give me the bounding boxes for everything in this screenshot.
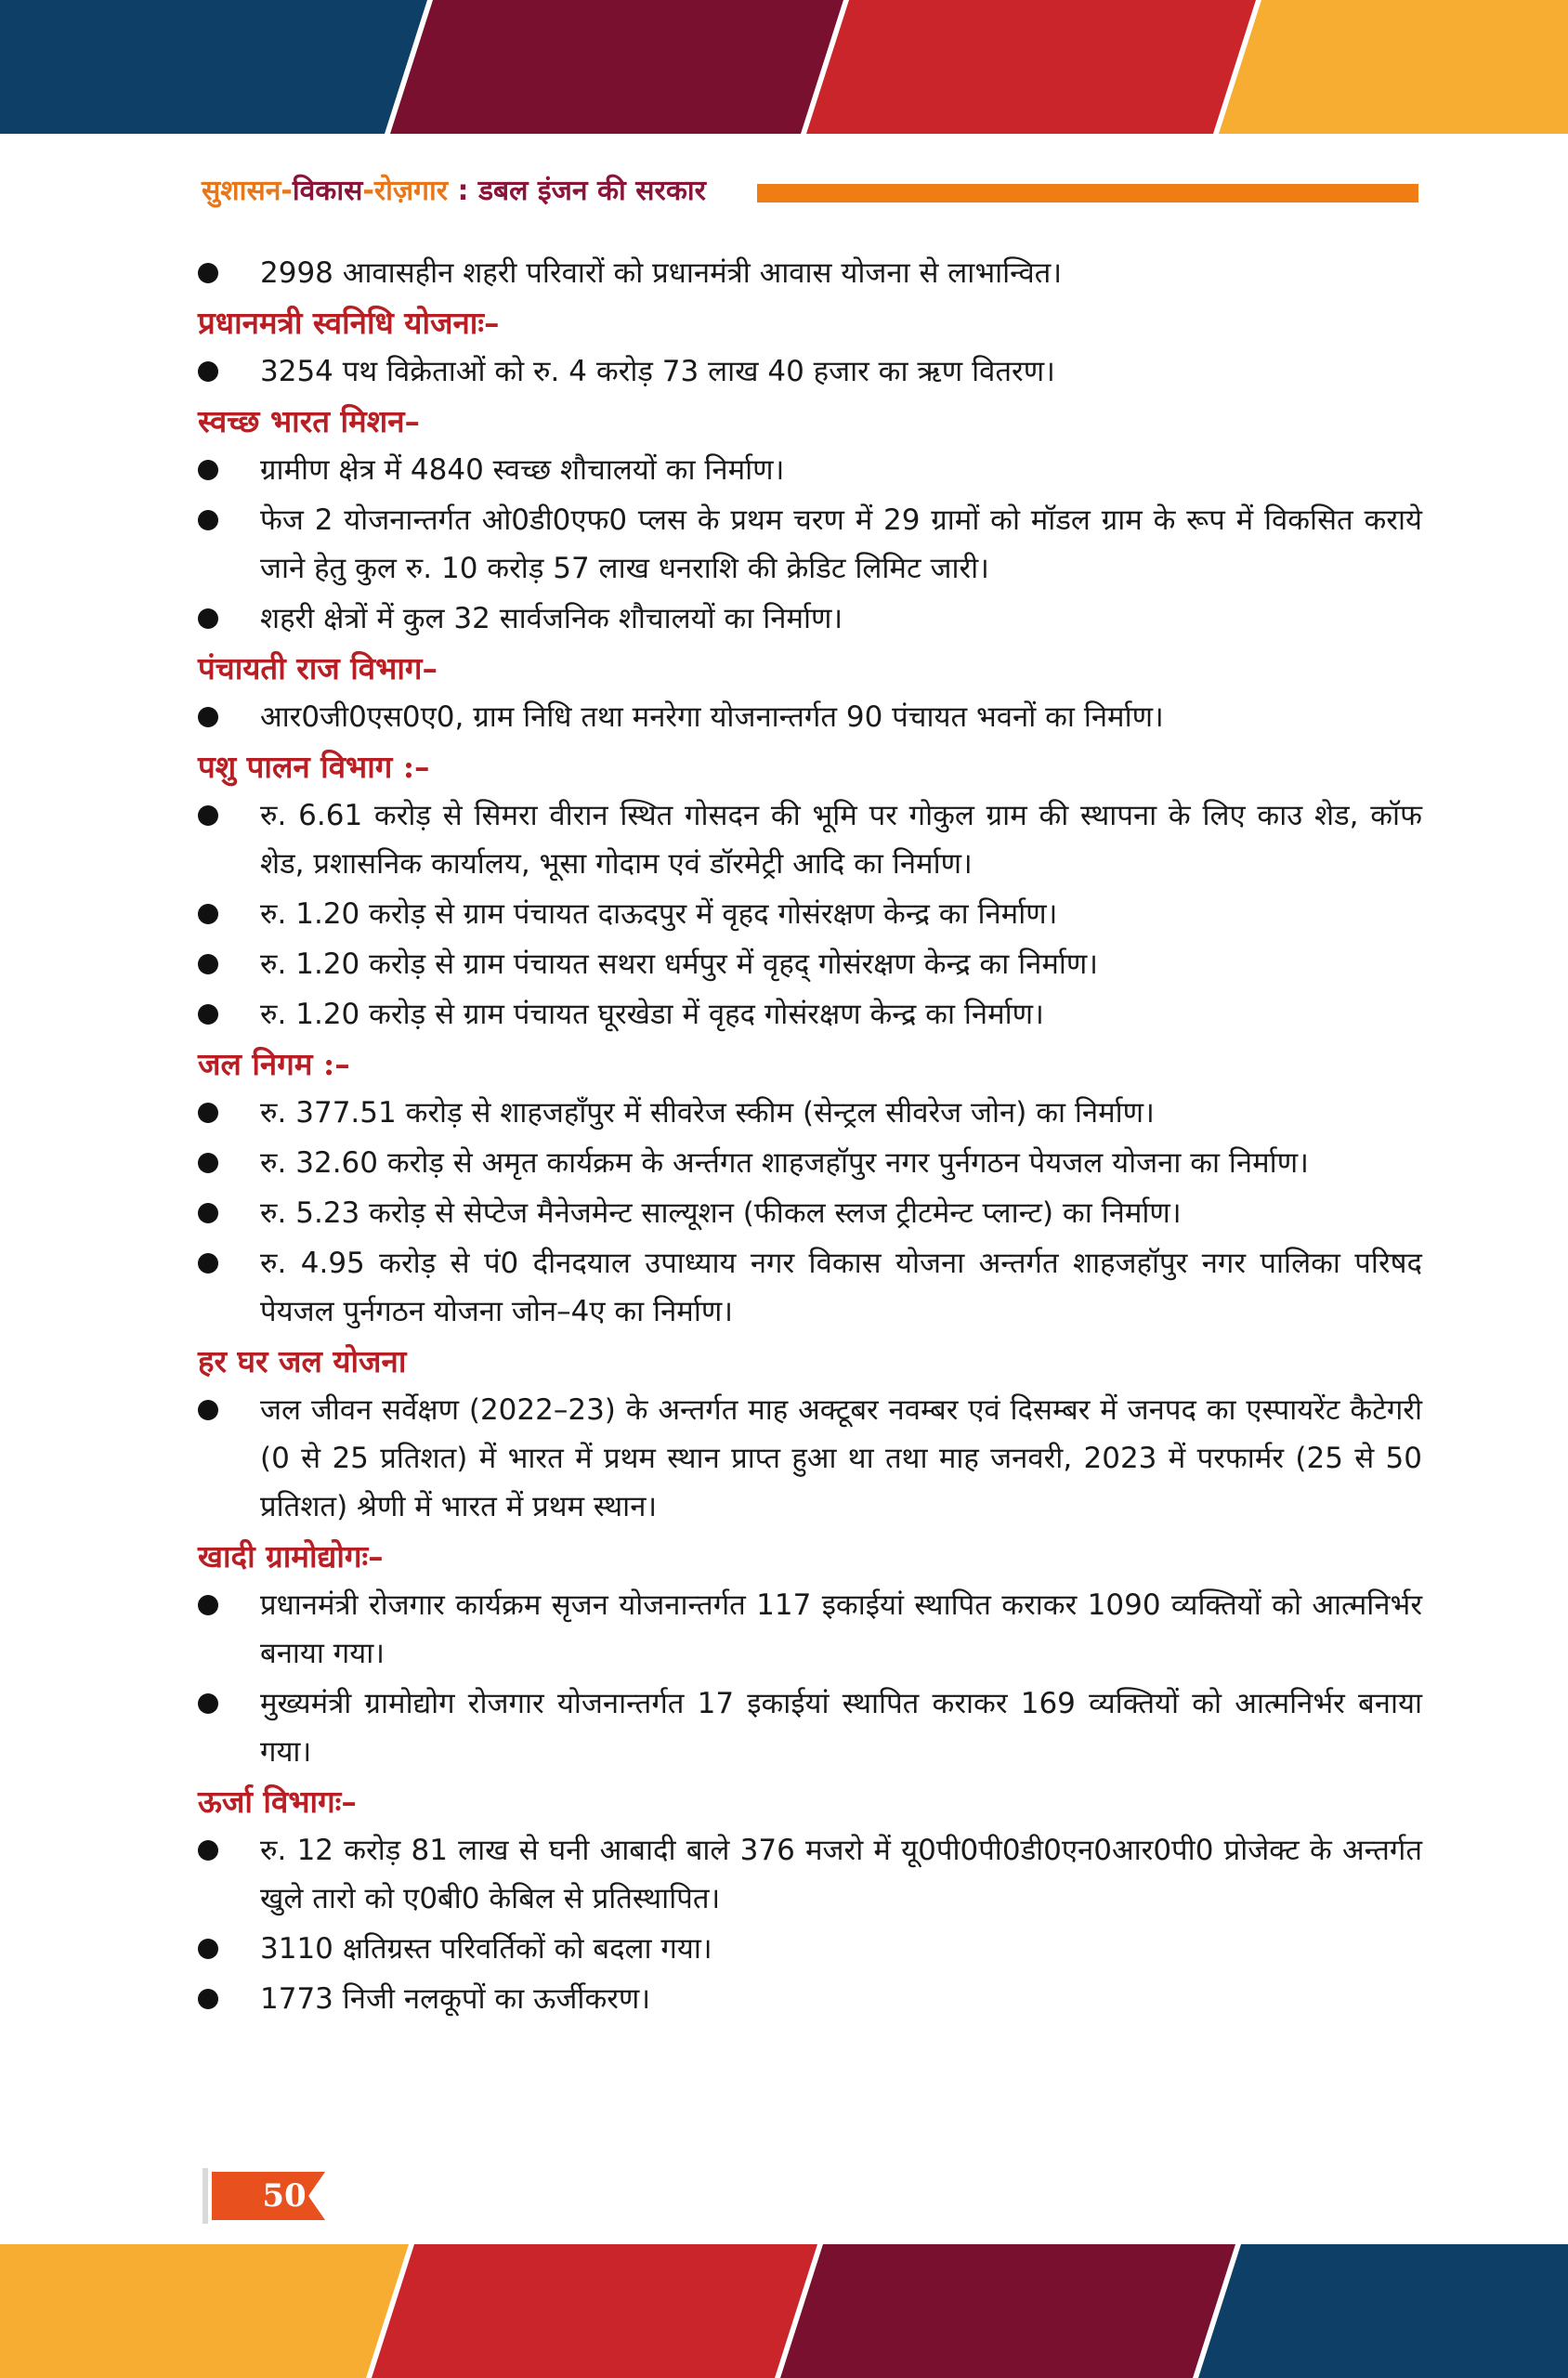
bullet-item: फेज 2 योजनान्तर्गत ओ0डी0एफ0 प्लस के प्रथम चरण में 29 ग्रामों को मॉडल ग्राम के रूप में विकसित कराये जाने हेतु कुल रु. 10 करोड़ 57 लाख धनराशि की क्रेडिट लिमिट जारी। bbox=[198, 496, 1422, 593]
bullet-item: रु. 1.20 करोड़ से ग्राम पंचायत सथरा धर्मपुर में वृहद् गोसंरक्षण केन्द्र का निर्माण। bbox=[198, 940, 1422, 988]
section bbox=[198, 249, 1422, 297]
header-title-part: : डबल इंजन की सरकार bbox=[448, 175, 706, 207]
bullet-item: रु. 377.51 करोड़ से शाहजहाँपुर में सीवरेज स्कीम (सेन्ट्रल सीवरेज जोन) का निर्माण। bbox=[198, 1089, 1422, 1137]
bullet-list bbox=[198, 693, 1422, 741]
bullet-item: 2998 आवासहीन शहरी परिवारों को प्रधानमंत्री आवास योजना से लाभान्वित। bbox=[198, 249, 1422, 297]
section bbox=[198, 301, 1422, 396]
page-content bbox=[198, 249, 1422, 2025]
section-heading: जल निगम :– bbox=[198, 1046, 350, 1082]
section-heading: खादी ग्रामोद्योगः– bbox=[198, 1538, 384, 1574]
bottom-decorative-band bbox=[0, 2244, 1568, 2378]
header-title-part: विकास bbox=[292, 175, 363, 207]
section bbox=[198, 647, 1422, 741]
section-heading: पंचायती राज विभाग– bbox=[198, 650, 438, 686]
bullet-item: रु. 12 करोड़ 81 लाख से घनी आबादी बाले 376 मजरो में यू0पी0पी0डी0एन0आर0पी0 प्रोजेक्ट के अन्तर्गत खुले तारो को ए0बी0 केबिल से प्रतिस्थापित। bbox=[198, 1826, 1422, 1923]
bullet-list bbox=[198, 249, 1422, 297]
bullet-item: जल जीवन सर्वेक्षण (2022–23) के अन्तर्गत माह अक्टूबर नवम्बर एवं दिसम्बर में जनपद का एस्पायरेंट कैटेगरी (0 से 25 प्रतिशत) में भारत में प्रथम स्थान प्राप्त हुआ था तथा माह जनवरी, 2023 में परफार्मर (25 से 50 प्रतिशत) श्रेणी में भारत में प्रथम स्थान। bbox=[198, 1386, 1422, 1531]
header-orange-bar bbox=[757, 184, 1418, 203]
page-number: 50 bbox=[262, 2177, 307, 2215]
bullet-item: शहरी क्षेत्रों में कुल 32 सार्वजनिक शौचालयों का निर्माण। bbox=[198, 594, 1422, 643]
bullet-item: रु. 6.61 करोड़ से सिमरा वीरान स्थित गोसदन की भूमि पर गोकुल ग्राम की स्थापना के लिए काउ शेड, कॉफ शेड, प्रशासनिक कार्यालय, भूसा गोदाम एवं डॉरमेट्री आदि का निर्माण। bbox=[198, 791, 1422, 888]
bullet-item: आर0जी0एस0ए0, ग्राम निधि तथा मनरेगा योजनान्तर्गत 90 पंचायत भवनों का निर्माण। bbox=[198, 693, 1422, 741]
running-header bbox=[202, 173, 1418, 210]
top-decorative-band bbox=[0, 0, 1568, 134]
section-heading: स्वच्छ भारत मिशन– bbox=[198, 403, 421, 439]
bullet-item: रु. 4.95 करोड़ से पं0 दीनदयाल उपाध्याय नगर विकास योजना अन्तर्गत शाहजहॉपुर नगर पालिका परिषद पेयजल पुर्नगठन योजना जोन–4ए का निर्माण। bbox=[198, 1239, 1422, 1336]
section bbox=[198, 745, 1422, 1039]
bullet-item: रु. 32.60 करोड़ से अमृत कार्यक्रम के अर्न्तगत शाहजहॉपुर नगर पुर्नगठन पेयजल योजना का निर्माण। bbox=[198, 1139, 1422, 1187]
bullet-item: 3110 क्षतिग्रस्त परिवर्तिकों को बदला गया। bbox=[198, 1925, 1422, 1973]
bullet-item: रु. 1.20 करोड़ से ग्राम पंचायत घूरखेडा में वृहद गोसंरक्षण केन्द्र का निर्माण। bbox=[198, 990, 1422, 1039]
bullet-list bbox=[198, 446, 1422, 643]
section bbox=[198, 1339, 1422, 1531]
bullet-item: ग्रामीण क्षेत्र में 4840 स्वच्छ शौचालयों का निर्माण। bbox=[198, 446, 1422, 494]
section bbox=[198, 399, 1422, 643]
bullet-item: 1773 निजी नलकूपों का ऊर्जीकरण। bbox=[198, 1975, 1422, 2023]
section-heading: ऊर्जा विभागः– bbox=[198, 1784, 357, 1820]
section bbox=[198, 1042, 1422, 1336]
bullet-item: रु. 1.20 करोड़ से ग्राम पंचायत दाऊदपुर में वृहद गोसंरक्षण केन्द्र का निर्माण। bbox=[198, 890, 1422, 938]
bullet-item: प्रधानमंत्री रोजगार कार्यक्रम सृजन योजनान्तर्गत 117 इकाईयां स्थापित कराकर 1090 व्यक्तियों को आत्मनिर्भर बनाया गया। bbox=[198, 1581, 1422, 1678]
page-number-tab bbox=[203, 2168, 333, 2224]
bullet-list bbox=[198, 347, 1422, 396]
section-heading: हर घर जल योजना bbox=[198, 1343, 407, 1379]
bullet-item: मुख्यमंत्री ग्रामोद्योग रोजगार योजनान्तर्गत 17 इकाईयां स्थापित कराकर 169 व्यक्तियों को आत्मनिर्भर बनाया गया। bbox=[198, 1679, 1422, 1776]
header-title-part: सुशासन- bbox=[202, 175, 293, 207]
bullet-item: 3254 पथ विक्रेताओं को रु. 4 करोड़ 73 लाख 40 हजार का ऋण वितरण। bbox=[198, 347, 1422, 396]
bullet-item: रु. 5.23 करोड़ से सेप्टेज मैनेजमेन्ट साल्यूशन (फीकल स्लज ट्रीटमेन्ट प्लान्ट) का निर्माण। bbox=[198, 1189, 1422, 1237]
bullet-list bbox=[198, 1386, 1422, 1531]
bullet-list bbox=[198, 1826, 1422, 2023]
header-title-part: -रोज़गार bbox=[362, 175, 449, 207]
bullet-list bbox=[198, 1089, 1422, 1336]
section bbox=[198, 1780, 1422, 2023]
bullet-list bbox=[198, 791, 1422, 1039]
header-title bbox=[202, 173, 706, 210]
section-heading: प्रधानमत्री स्वनिधि योजनाः– bbox=[198, 305, 500, 341]
section-heading: पशु पालन विभाग :– bbox=[198, 749, 430, 785]
section bbox=[198, 1535, 1422, 1776]
bullet-list bbox=[198, 1581, 1422, 1776]
